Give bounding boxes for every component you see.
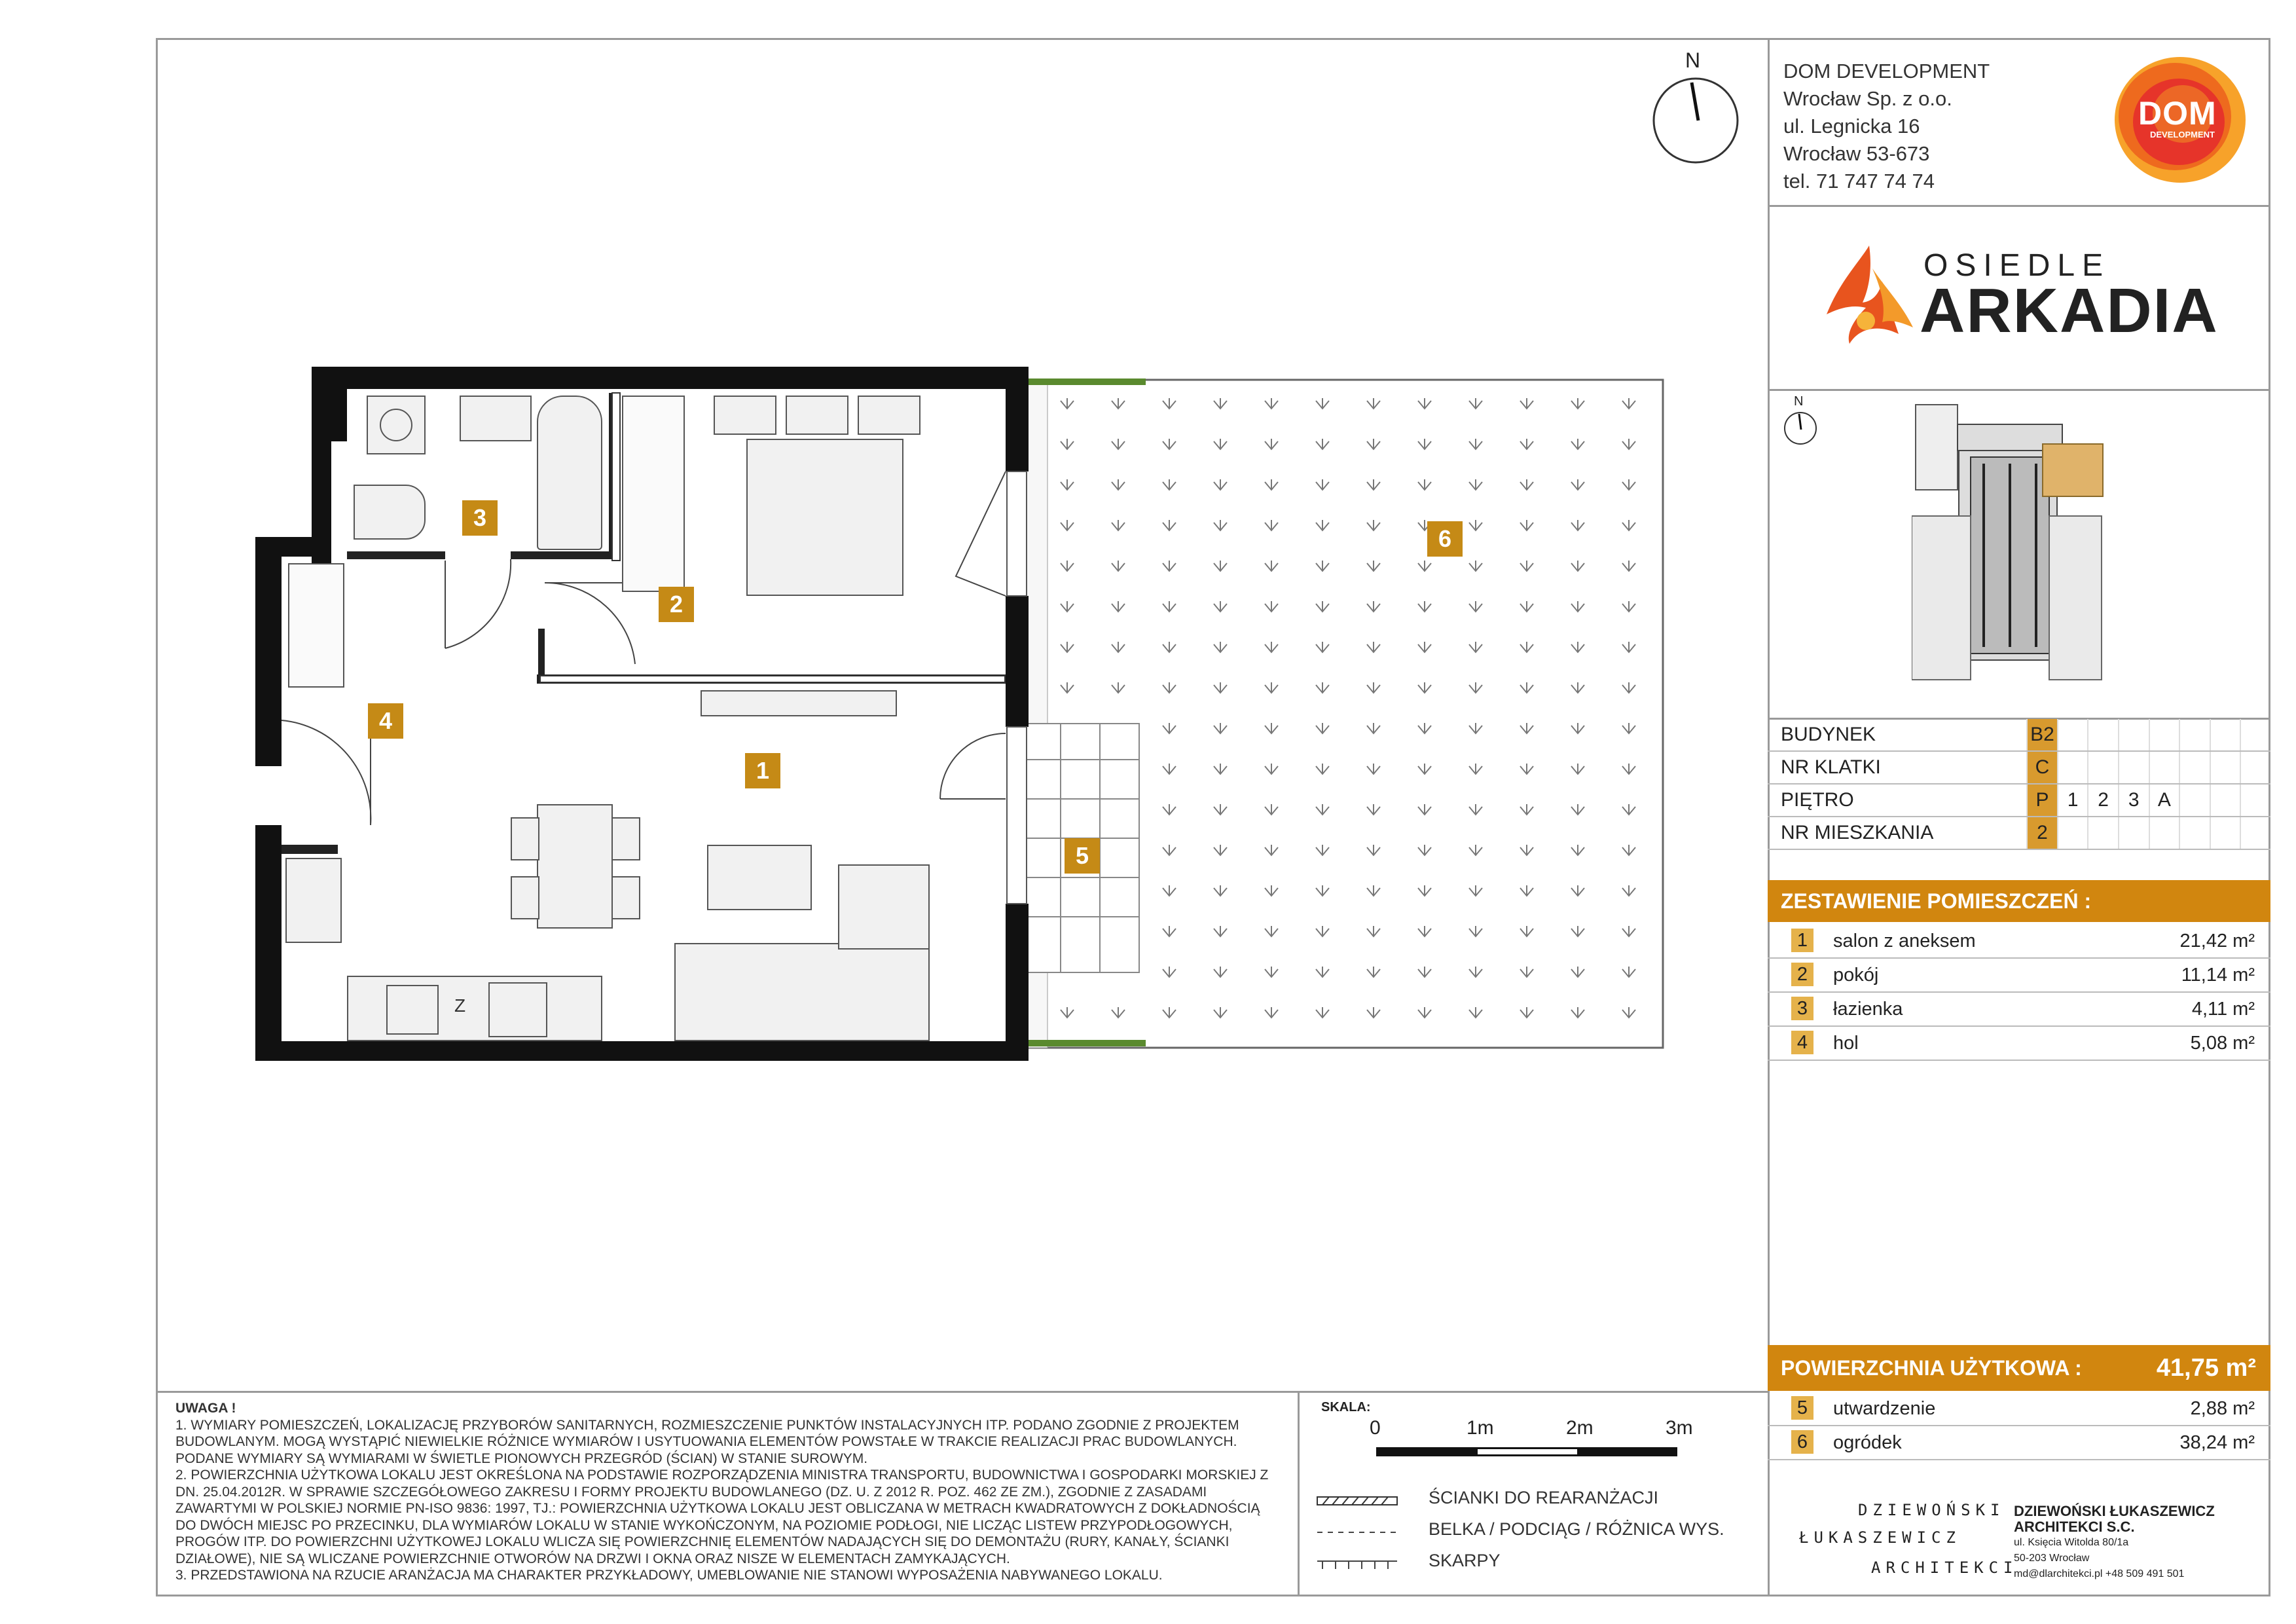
scale-label: SKALA:: [1321, 1400, 1371, 1414]
pietro-label: PIĘTRO: [1768, 784, 2027, 817]
sink: [460, 396, 532, 441]
budynek-value: B2: [2027, 719, 2058, 751]
room-row: [1768, 1392, 2270, 1426]
klatka-label: NR KLATKI: [1768, 751, 2027, 784]
room-name: utwardzenie: [1833, 1398, 1936, 1419]
room-number: 1: [1791, 929, 1813, 952]
dom-logo-text: DOM: [2138, 95, 2217, 132]
sofa-chaise: [838, 864, 930, 950]
room-area: [2191, 1033, 2255, 1054]
legend: [1316, 1486, 1768, 1598]
notes-title: UWAGA !: [175, 1401, 236, 1416]
room-area-unit: m²: [2232, 1033, 2255, 1054]
pillow-right: [858, 396, 920, 435]
arkadia-logo-mark: [1820, 242, 1918, 347]
room-tag-3: 3: [462, 500, 498, 536]
room-area-value: 2,88: [2190, 1398, 2228, 1419]
row-pietro: [1768, 784, 2270, 817]
company-line3: ul. Legnicka 16: [1783, 115, 1920, 138]
total-label: POWIERZCHNIA UŻYTKOWA :: [1781, 1356, 2082, 1380]
room-area: [2180, 931, 2255, 952]
room-row: [1768, 1027, 2270, 1061]
architect-name1: DZIEWOŃSKI ŁUKASZEWICZ: [2014, 1503, 2215, 1519]
legend-item2: BELKA / PODCIĄG / RÓŻNICA WYS.: [1429, 1519, 1724, 1539]
pillow-left: [714, 396, 776, 435]
architect-addr2: 50-203 Wrocław: [2014, 1553, 2090, 1564]
room-area: [2180, 1432, 2255, 1454]
hall-wardrobe: [288, 563, 344, 688]
project-name: ARKADIA: [1920, 276, 2219, 346]
company-phone: tel. 71 747 74 74: [1783, 170, 1935, 193]
kitchen-sink: [386, 985, 439, 1035]
chair: [511, 876, 539, 919]
klatka-value: C: [2027, 751, 2058, 784]
room-tag-5: 5: [1065, 838, 1100, 874]
architect-mark: [1799, 1501, 2018, 1586]
project-prefix: OSIEDLE: [1923, 248, 2111, 283]
architect-addr1: ul. Księcia Witolda 80/1a: [2014, 1537, 2129, 1548]
chair: [611, 876, 640, 919]
bed: [746, 439, 903, 596]
toilet: [354, 485, 426, 540]
room-number: 3: [1791, 997, 1813, 1020]
chair: [511, 817, 539, 860]
company-line2: Wrocław Sp. z o.o.: [1783, 87, 1952, 110]
bathtub: [537, 396, 602, 550]
room-row: [1768, 1426, 2270, 1460]
architect-info: [2014, 1504, 2215, 1582]
dom-logo-sub: DEVELOPMENT: [2150, 130, 2215, 139]
north-compass: [1650, 48, 1741, 166]
scale-tick-1: 1m: [1467, 1417, 1494, 1439]
scale-tick-3: 3m: [1666, 1417, 1693, 1439]
row-klatka: [1768, 751, 2270, 784]
sofa: [674, 943, 930, 1041]
pietro-a: A: [2149, 784, 2180, 817]
room-area-value: 38,24: [2179, 1432, 2228, 1453]
pietro-2: 2: [2088, 784, 2119, 817]
floor-plan: [255, 367, 1669, 1061]
architect-name2: ARCHITEKCI S.C.: [2014, 1519, 2135, 1535]
company-name: DOM DEVELOPMENT: [1783, 60, 1990, 83]
room-number: 2: [1791, 963, 1813, 986]
room-name: łazienka: [1833, 999, 1903, 1020]
notes-p1: 1. WYMIARY POMIESZCZEŃ, LOKALIZACJĘ PRZYBORÓW SANITARNYCH, ROZMIESZCZENIE PUNKTÓW INSTALACYJNYCH ITP. PODANO ZGODNIE Z PROJEKTEM BUDOWLANYM. MOGĄ WYSTĄPIĆ NIEWIELKIE RÓŻNICE WYMIARÓW I USYTUOWANIA ELEMENTÓW POWSTAŁE W TRAKCIE REALIZACJI PRAC BUDOWLANYCH. PODANE WYMIARY SĄ WYMIARAMI W ŚWIETLE PIONOWYCH PRZEGRÓD (ŚCIAN) W STANIE SUROWYM.: [175, 1417, 1239, 1466]
tv-stand: [701, 690, 897, 716]
extra-rooms-list: [1768, 1392, 2270, 1460]
architect-mark-line3: ARCHITEKCI: [1871, 1559, 2018, 1577]
kitchen-dishwasher-label: Z: [454, 995, 466, 1016]
architect-mark-line2: ŁUKASZEWICZ: [1799, 1528, 1961, 1547]
room-area-unit: m²: [2232, 965, 2255, 986]
room-area-unit: m²: [2232, 931, 2255, 951]
legend-item1: ŚCIANKI DO REARANŻACJI: [1429, 1488, 1659, 1507]
dining-table: [537, 804, 613, 929]
pietro-1: 1: [2058, 784, 2088, 817]
room-tag-1: 1: [745, 753, 780, 788]
notes-p2: 2. POWIERZCHNIA UŻYTKOWA LOKALU JEST OKREŚLONA NA PODSTAWIE ROZPORZĄDZENIA MINISTRA TRANSPORTU, BUDOWNICTWA I GOSPODARKI MORSKIEJ Z DN. 25.04.2012R. W SPRAWIE SZCZEGÓŁOWEGO ZAKRESU I FORMY PROJEKTU BUDOWLANEGO (DZ. U. Z 2012 R. POZ. 462 ZE ZM.), ZGODNIE Z ZASADAMI ZAWARTYMI W POLSKIEJ NORMIE PN-ISO 9836: 1997, TJ.: POWIERZCHNIA UŻYTKOWA LOKALU JEST OBLICZANA W METRACH KWADRATOWYCH Z DOKŁADNOŚCIĄ DO DWÓCH MIEJSC PO PRZECINKU, DLA WYMIARÓW LOKALU W STANIE WYKOŃCZONYM, NA POZIOMIE PODŁOGI, NIE LICZĄC LISTEW PRZYPODŁOGOWYCH, PROGÓW ITP. DO POWIERZCHNI UŻYTKOWEJ LOKALU WLICZA SIĘ POWIERZCHNIĘ ELEMENTÓW NADAJĄCYCH SIĘ DO DEMONTAŻU (RURY, KANAŁY, ŚCIANKI DZIAŁOWE), NIE SĄ WLICZANE POWIERZCHNIE OTWORÓW NA DRZWI I OKNA ORAZ NISZE W ELEMENTACH ZAMYKAJĄCYCH.: [175, 1467, 1269, 1566]
room-row: [1768, 925, 2270, 959]
architect-mark-line1: DZIEWOŃSKI: [1858, 1501, 2005, 1519]
pietro-3: 3: [2119, 784, 2149, 817]
room-area-value: 11,14: [2181, 965, 2228, 986]
room-number: 6: [1791, 1430, 1813, 1454]
north-compass-label: N: [1685, 48, 1701, 72]
key-plan-compass: [1783, 394, 1823, 447]
pietro-p: P: [2027, 784, 2058, 817]
row-budynek: [1768, 719, 2270, 751]
pillow-middle: [786, 396, 848, 435]
room-area-value: 21,42: [2179, 931, 2228, 951]
room-area-value: 4,11: [2191, 999, 2228, 1020]
room-name: pokój: [1833, 965, 1879, 986]
room-area-value: 5,08: [2190, 1033, 2228, 1054]
wardrobe: [622, 396, 685, 592]
notes-vertical-divider: [1298, 1391, 1300, 1596]
architect-contact: md@dlarchitekci.pl +48 509 491 501: [2014, 1568, 2185, 1579]
room-area-unit: m²: [2232, 999, 2255, 1020]
room-name: ogródek: [1833, 1432, 1902, 1453]
room-number: 5: [1791, 1396, 1813, 1420]
notes-divider: [156, 1391, 1768, 1393]
room-name: salon z aneksem: [1833, 931, 1976, 951]
kitchen-counter: [347, 976, 602, 1041]
mieszkanie-label: NR MIESZKANIA: [1768, 817, 2027, 849]
scale-bar: [1376, 1447, 1677, 1456]
room-area-unit: m²: [2232, 1432, 2255, 1453]
coffee-table: [707, 845, 812, 910]
room-row: [1768, 993, 2270, 1027]
dom-logo: [2107, 51, 2251, 189]
legend-item3: SKARPY: [1429, 1551, 1501, 1570]
key-plan-compass-label: N: [1794, 394, 1804, 409]
kitchen-stove: [488, 982, 547, 1037]
key-plan: [1912, 398, 2121, 693]
rooms-header: ZESTAWIENIE POMIESZCZEŃ :: [1768, 880, 2270, 922]
mieszkanie-value: 2: [2027, 817, 2058, 849]
room-tag-4: 4: [368, 703, 403, 739]
total-value: 41,75 m²: [2156, 1354, 2256, 1382]
total-bar: [1768, 1345, 2270, 1391]
room-tag-2: 2: [659, 587, 694, 622]
room-name: hol: [1833, 1033, 1859, 1054]
room-number: 4: [1791, 1031, 1813, 1054]
room-area: [2191, 1398, 2255, 1420]
washing-machine-drum-icon: [380, 409, 412, 441]
scale-tick-2: 2m: [1566, 1417, 1594, 1439]
room-area-unit: m²: [2232, 1398, 2255, 1419]
notes-p3: 3. PRZEDSTAWIONA NA RZUCIE ARANŻACJA MA CHARAKTER PRZYKŁADOWY, UMEBLOWANIE NIE STANOWI WYPOSAŻENIA NABYWANEGO LOKALU.: [175, 1568, 1163, 1583]
room-area: [2181, 965, 2255, 986]
room-area: [2192, 999, 2255, 1020]
company-line4: Wrocław 53-673: [1783, 142, 1930, 165]
row-mieszkanie: [1768, 817, 2270, 849]
rooms-list: [1768, 925, 2270, 1061]
notes: [175, 1400, 1275, 1584]
divider-1: [1768, 205, 2270, 207]
room-tag-6: 6: [1427, 521, 1463, 557]
room-row: [1768, 959, 2270, 993]
chair: [611, 817, 640, 860]
info-table: [1768, 719, 2270, 850]
budynek-label: BUDYNEK: [1768, 719, 2027, 751]
fridge: [285, 858, 342, 943]
scale-tick-0: 0: [1370, 1417, 1381, 1439]
company-info: [1783, 58, 1990, 195]
divider-2: [1768, 389, 2270, 391]
